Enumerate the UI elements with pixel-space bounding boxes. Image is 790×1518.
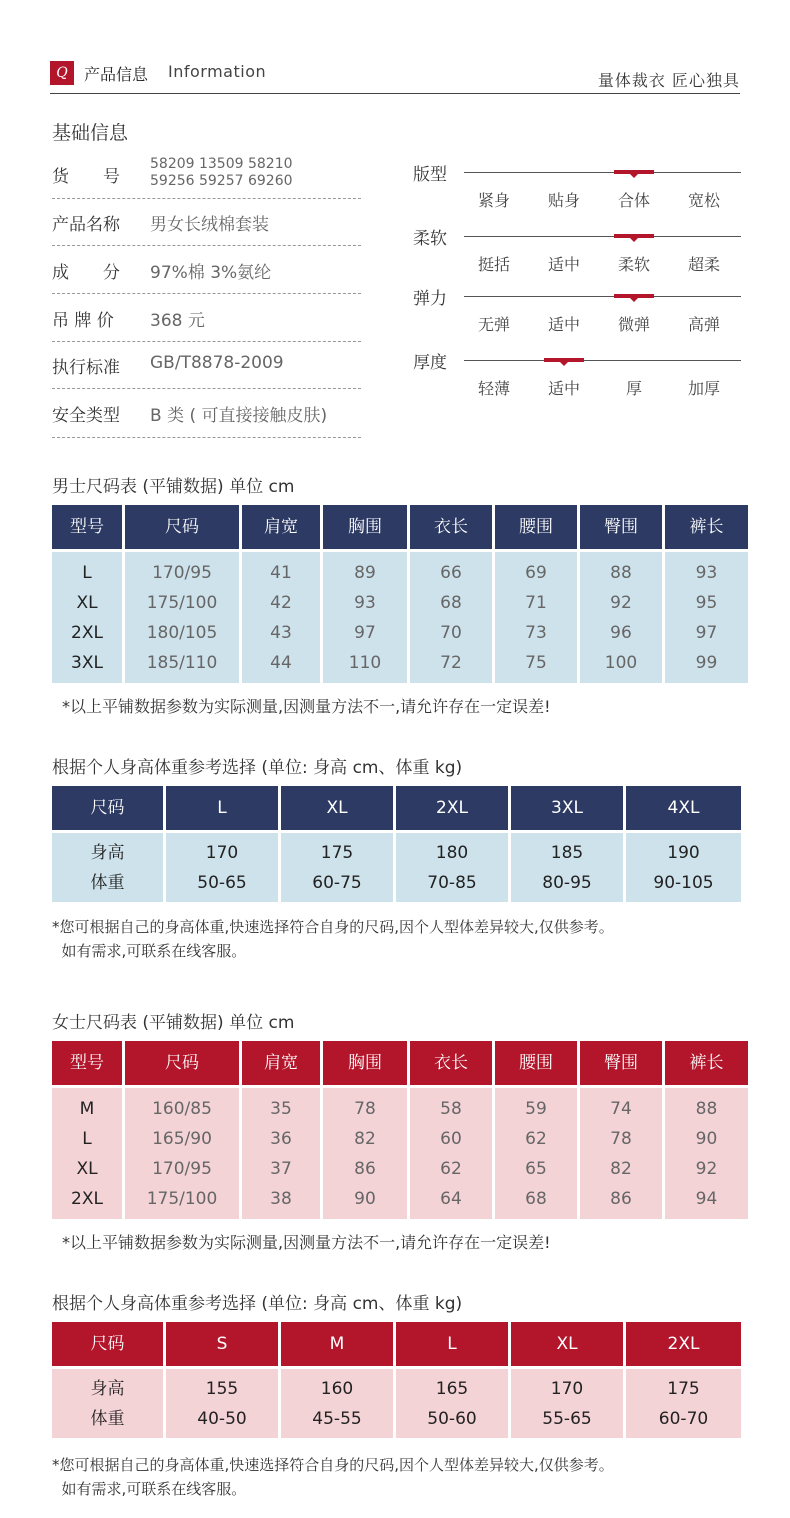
column-header: 2XL (396, 786, 508, 830)
column-header: 尺码 (125, 505, 239, 549)
table-cell: 3XL (71, 653, 103, 673)
height-cell: 180 (435, 843, 469, 863)
attribute-scale-line (464, 296, 741, 297)
attribute-scale (413, 224, 741, 284)
row-label-weight: 体重 (90, 873, 125, 893)
info-value: 58209 13509 58210 (150, 156, 293, 172)
brand-logo-icon: Q (50, 61, 74, 85)
table-cell: 92 (695, 1159, 718, 1179)
table-cell: L (82, 1129, 92, 1149)
table-cell: 2XL (71, 623, 103, 643)
column-header: L (166, 786, 278, 830)
table-cell: 73 (525, 623, 547, 643)
info-row-product-name (52, 199, 361, 246)
attribute-scale (413, 160, 741, 220)
info-label: 产品名称 (52, 215, 120, 235)
height-cell: 155 (205, 1379, 239, 1399)
table-cell: 97 (695, 623, 718, 643)
attribute-selected-marker (614, 234, 654, 238)
men-ref-note-line2: 如有需求,可联系在线客服。 (52, 942, 247, 960)
attribute-label: 版型 (413, 165, 447, 185)
table-cell: XL (76, 593, 98, 613)
column-header: 尺码 (125, 1041, 239, 1085)
height-cell: 190 (667, 843, 700, 863)
info-value: 97%棉 3%氨纶 (150, 263, 272, 283)
table-cell: 100 (604, 653, 638, 673)
weight-cell: 60-70 (658, 1409, 709, 1429)
table-cell: 165/90 (152, 1129, 212, 1149)
column-header: XL (281, 786, 393, 830)
attribute-label: 厚度 (413, 353, 447, 373)
height-cell: 175 (667, 1379, 700, 1399)
weight-cell: 50-65 (197, 873, 247, 893)
table-cell: XL (76, 1159, 98, 1179)
attribute-selected-marker (544, 358, 584, 362)
table-cell: 82 (610, 1159, 632, 1179)
men-size-title: 男士尺码表 (平铺数据) 单位 cm (52, 477, 295, 497)
attribute-label: 弹力 (413, 289, 447, 309)
row-label-height: 身高 (90, 1379, 125, 1399)
column-header: 裤长 (665, 505, 748, 549)
table-cell: 90 (695, 1129, 718, 1149)
attribute-option: 微弹 (617, 315, 650, 334)
column-header: 裤长 (665, 1041, 748, 1085)
table-cell: 89 (354, 563, 376, 583)
column-header: 臀围 (580, 505, 662, 549)
women-ref-note-line1: *您可根据自己的身高体重,快速选择符合自身的尺码,因个人型体差异较大,仅供参考。 (52, 1456, 614, 1474)
table-cell: 90 (354, 1189, 376, 1209)
info-row-item-no (52, 153, 361, 199)
info-label: 货 号 (52, 167, 120, 187)
table-cell: 175/100 (146, 1189, 218, 1209)
weight-cell: 70-85 (427, 873, 477, 893)
women-size-note: *以上平铺数据参数为实际测量,因测量方法不一,请允许存在一定误差! (62, 1233, 551, 1252)
weight-cell: 60-75 (312, 873, 362, 893)
row-label-weight: 体重 (90, 1409, 125, 1429)
table-cell: 38 (270, 1189, 292, 1209)
column-header: 胸围 (323, 1041, 407, 1085)
women-ref-note-line2: 如有需求,可联系在线客服。 (52, 1480, 247, 1498)
table-cell: 78 (610, 1129, 632, 1149)
info-label: 安全类型 (52, 406, 120, 426)
height-cell: 175 (320, 843, 354, 863)
table-cell: 86 (354, 1159, 376, 1179)
weight-cell: 80-95 (542, 873, 592, 893)
table-cell: 93 (695, 563, 718, 583)
attribute-option: 超柔 (687, 255, 720, 274)
table-cell: L (82, 563, 92, 583)
table-cell: 99 (695, 653, 718, 673)
men-size-note: *以上平铺数据参数为实际测量,因测量方法不一,请允许存在一定误差! (62, 697, 551, 716)
table-cell: 88 (695, 1099, 718, 1119)
attribute-option: 无弹 (477, 315, 510, 334)
table-cell: 96 (610, 623, 632, 643)
column-header: 型号 (52, 505, 122, 549)
men-size-table (52, 505, 741, 683)
attribute-scale-line (464, 360, 741, 361)
table-cell: 70 (440, 623, 462, 643)
column-header: 尺码 (52, 1322, 163, 1366)
table-cell: 160/85 (152, 1099, 212, 1119)
weight-cell: 50-60 (427, 1409, 477, 1429)
column-header: 腰围 (495, 1041, 577, 1085)
table-cell: 36 (270, 1129, 292, 1149)
men-ref-table (52, 786, 741, 902)
section-title: 产品信息 (84, 65, 149, 84)
column-header: 4XL (626, 786, 741, 830)
table-cell: 58 (440, 1099, 462, 1119)
info-value: 368 元 (150, 311, 205, 331)
weight-cell: 90-105 (653, 873, 714, 893)
attribute-selected-marker (614, 294, 654, 298)
women-size-title: 女士尺码表 (平铺数据) 单位 cm (52, 1013, 295, 1033)
column-header: XL (511, 1322, 623, 1366)
table-cell: 180/105 (146, 623, 218, 643)
page-header (50, 58, 740, 94)
info-label: 成 分 (52, 263, 120, 283)
attribute-scale (413, 348, 741, 408)
table-cell: 35 (270, 1099, 292, 1119)
info-label: 执行标准 (52, 358, 120, 378)
section-title-en: Information (168, 62, 267, 81)
attribute-option: 适中 (547, 379, 580, 398)
women-size-table (52, 1041, 741, 1219)
column-header: 腰围 (495, 505, 577, 549)
table-cell: 93 (354, 593, 376, 613)
weight-cell: 55-65 (542, 1409, 592, 1429)
info-row-standard (52, 342, 361, 389)
row-label-height: 身高 (90, 843, 125, 863)
men-ref-note (52, 915, 614, 963)
attribute-option: 轻薄 (477, 379, 510, 398)
info-value-line2: 59256 59257 69260 (150, 173, 293, 189)
table-cell: 110 (348, 653, 382, 673)
table-cell: 170/95 (152, 563, 212, 583)
table-cell: 44 (270, 653, 292, 673)
info-row-tag-price (52, 294, 361, 342)
column-header: L (396, 1322, 508, 1366)
weight-cell: 40-50 (197, 1409, 247, 1429)
table-cell: 68 (525, 1189, 547, 1209)
attribute-option: 适中 (547, 255, 580, 274)
slogan: 量体裁衣 匠心独具 (597, 71, 740, 90)
column-header: 3XL (511, 786, 623, 830)
table-cell: 82 (354, 1129, 376, 1149)
table-cell: 86 (610, 1189, 632, 1209)
table-cell: 71 (525, 593, 547, 613)
attribute-option: 加厚 (687, 379, 720, 398)
table-cell: 185/110 (146, 653, 218, 673)
info-value: GB/T8878-2009 (150, 353, 284, 373)
attribute-selected-marker (614, 170, 654, 174)
table-cell: 170/95 (152, 1159, 212, 1179)
table-cell: 66 (440, 563, 462, 583)
attribute-option: 挺括 (477, 255, 510, 274)
column-header: 2XL (626, 1322, 741, 1366)
table-cell: 37 (270, 1159, 292, 1179)
info-row-safety (52, 389, 361, 438)
height-cell: 185 (550, 843, 584, 863)
table-cell: 62 (440, 1159, 462, 1179)
men-ref-title: 根据个人身高体重参考选择 (单位: 身高 cm、体重 kg) (52, 758, 463, 778)
column-header: 肩宽 (242, 505, 320, 549)
table-cell: 43 (270, 623, 292, 643)
height-cell: 170 (205, 843, 239, 863)
column-header: 衣长 (410, 505, 492, 549)
column-header: 肩宽 (242, 1041, 320, 1085)
info-value: B 类 ( 可直接接触皮肤) (150, 406, 328, 426)
column-header: 尺码 (52, 786, 163, 830)
table-cell: M (79, 1099, 95, 1119)
attribute-option: 贴身 (547, 191, 580, 210)
table-cell: 74 (610, 1099, 632, 1119)
women-ref-note (52, 1453, 614, 1501)
women-ref-title: 根据个人身高体重参考选择 (单位: 身高 cm、体重 kg) (52, 1294, 463, 1314)
table-cell: 2XL (71, 1189, 103, 1209)
attribute-option: 宽松 (687, 191, 720, 210)
table-cell: 88 (610, 563, 632, 583)
attribute-option: 柔软 (617, 255, 650, 274)
column-header: 型号 (52, 1041, 122, 1085)
column-header: 臀围 (580, 1041, 662, 1085)
table-cell: 78 (354, 1099, 376, 1119)
height-cell: 160 (320, 1379, 354, 1399)
table-cell: 59 (525, 1099, 547, 1119)
attribute-option: 合体 (617, 191, 650, 210)
attribute-scale-line (464, 236, 741, 237)
weight-cell: 45-55 (312, 1409, 362, 1429)
column-header: S (166, 1322, 278, 1366)
table-cell: 94 (695, 1189, 718, 1209)
table-cell: 97 (354, 623, 376, 643)
height-cell: 165 (435, 1379, 469, 1399)
table-cell: 95 (695, 593, 718, 613)
attribute-option: 高弹 (687, 315, 720, 334)
men-ref-note-line1: *您可根据自己的身高体重,快速选择符合自身的尺码,因个人型体差异较大,仅供参考。 (52, 918, 614, 936)
column-header: M (281, 1322, 393, 1366)
attribute-scale-line (464, 172, 741, 173)
attribute-option: 厚 (625, 379, 642, 398)
table-cell: 75 (525, 653, 547, 673)
info-label: 吊 牌 价 (52, 311, 114, 331)
table-cell: 41 (270, 563, 292, 583)
column-header: 胸围 (323, 505, 407, 549)
attribute-label: 柔软 (413, 229, 447, 249)
attribute-option: 适中 (547, 315, 580, 334)
table-cell: 60 (440, 1129, 462, 1149)
table-cell: 92 (610, 593, 632, 613)
attribute-scale (413, 284, 741, 344)
info-value: 男女长绒棉套装 (150, 215, 269, 235)
table-cell: 64 (440, 1189, 462, 1209)
info-row-composition (52, 246, 361, 294)
women-ref-table (52, 1322, 741, 1438)
basic-info-title: 基础信息 (52, 122, 129, 144)
table-cell: 62 (525, 1129, 547, 1149)
table-cell: 65 (525, 1159, 547, 1179)
table-cell: 69 (525, 563, 547, 583)
table-cell: 68 (440, 593, 462, 613)
height-cell: 170 (550, 1379, 584, 1399)
table-cell: 42 (270, 593, 292, 613)
attribute-option: 紧身 (477, 191, 510, 210)
column-header: 衣长 (410, 1041, 492, 1085)
table-cell: 72 (440, 653, 462, 673)
table-cell: 175/100 (146, 593, 218, 613)
